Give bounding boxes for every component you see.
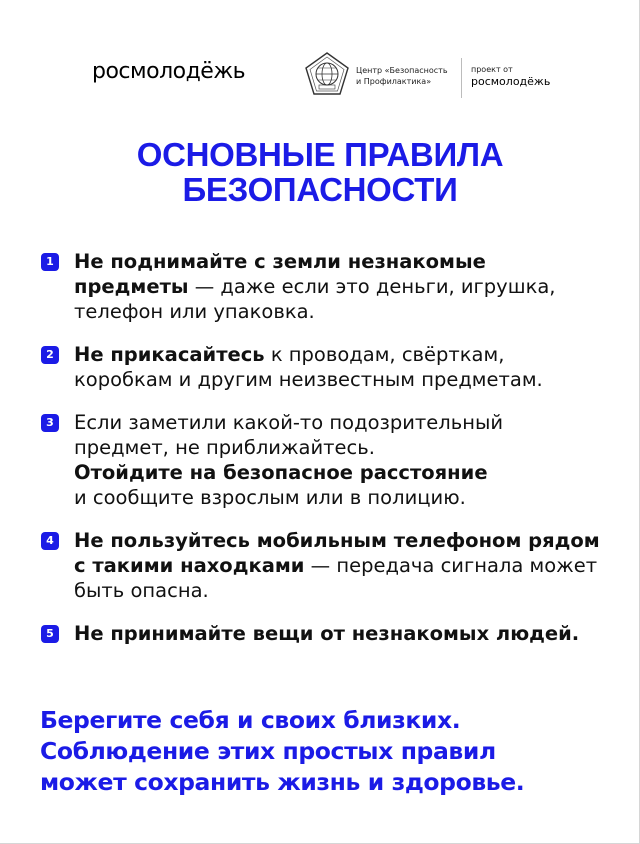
rule-text: — даже если это деньги, игрушка, телефон или упаковка. bbox=[74, 275, 556, 323]
footer-line3: может сохранить жизнь и здоровье. bbox=[40, 768, 525, 796]
rule-bold-text: Не прикасайтесь bbox=[74, 343, 265, 366]
rule-number-badge: 3 bbox=[41, 414, 59, 432]
rule-item-3 bbox=[41, 410, 601, 510]
page-title-line1: ОСНОВНЫЕ ПРАВИЛА bbox=[136, 136, 504, 173]
rule-bold-text: Не пользуйтесь мобильным телефоном рядом с такими находками bbox=[74, 529, 600, 577]
rule-number-badge: 4 bbox=[41, 532, 59, 550]
project-brand-logo: росмолодёжь bbox=[471, 75, 551, 88]
header-divider bbox=[461, 58, 462, 98]
center-title-line1: Центр «Безопасность bbox=[356, 66, 448, 75]
rule-number-badge: 2 bbox=[41, 346, 59, 364]
project-label: проект от bbox=[471, 65, 513, 74]
footer-line1: Берегите себя и своих близких. bbox=[40, 706, 461, 734]
rule-item-4 bbox=[41, 528, 601, 603]
footer-line2: Соблюдение этих простых правил bbox=[40, 737, 496, 765]
rule-bold-text: Не принимайте вещи от незнакомых людей. bbox=[74, 622, 580, 645]
rule-number-badge: 5 bbox=[41, 625, 59, 643]
rule-item-2 bbox=[41, 342, 601, 392]
rule-item-1 bbox=[41, 249, 601, 324]
footer-message bbox=[40, 705, 620, 798]
safety-rules-list bbox=[41, 249, 601, 646]
pentagon-globe-emblem-icon bbox=[304, 51, 350, 97]
center-title bbox=[356, 65, 460, 87]
rule-text: и сообщите взрослым или в полицию. bbox=[74, 486, 466, 509]
page-title bbox=[0, 137, 640, 207]
rule-bold-text: Не поднимайте с земли незнакомые предметы bbox=[74, 250, 486, 298]
center-title-line2: и Профилактика» bbox=[356, 77, 432, 86]
rule-bold-text: Отойдите на безопасное расстояние bbox=[74, 461, 488, 484]
rosmolodezh-logo: росмолодёжь bbox=[92, 59, 246, 84]
rule-text: — передача сигнала может быть опасна. bbox=[74, 554, 598, 602]
rule-item-5 bbox=[41, 621, 601, 646]
rule-text-intro: Если заметили какой-то подозрительный предмет, не приближайтесь. bbox=[74, 411, 504, 459]
rule-text: к проводам, свёрткам, коробкам и другим неизвестным предметам. bbox=[74, 343, 543, 391]
page-title-line2: БЕЗОПАСНОСТИ bbox=[182, 171, 458, 208]
rule-number-badge: 1 bbox=[41, 253, 59, 271]
